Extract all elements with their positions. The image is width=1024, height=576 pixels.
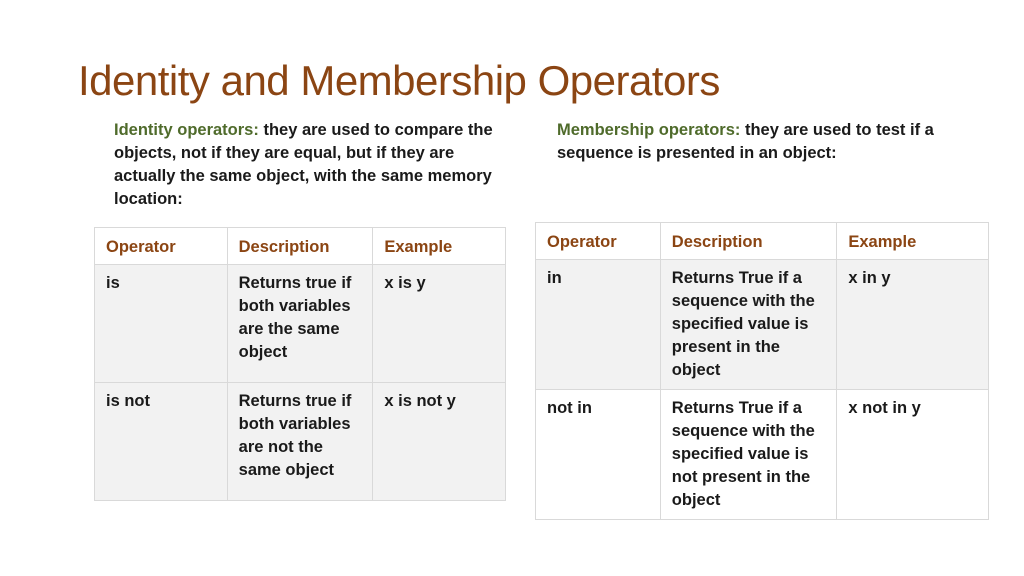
table-row — [95, 265, 506, 383]
header-description: Description — [227, 228, 373, 265]
header-operator: Operator — [95, 228, 228, 265]
table-row — [536, 390, 989, 520]
identity-intro-text: they are used to compare the objects, not if they are equal, but if they are actually the same object, with the same memory location: — [114, 121, 493, 208]
membership-term: Membership operators: — [557, 121, 741, 139]
header-example: Example — [837, 223, 989, 260]
membership-intro-text: they are used to test if a sequence is presented in an object: — [557, 121, 934, 162]
identity-operators-table — [94, 227, 506, 501]
cell-description: Returns true if both variables are the same object — [227, 265, 373, 383]
slide-title: Identity and Membership Operators — [78, 57, 720, 104]
table-header-row — [536, 223, 989, 260]
cell-example: x is not y — [373, 383, 506, 501]
header-operator: Operator — [536, 223, 661, 260]
membership-operators-table — [535, 222, 989, 520]
header-description: Description — [660, 223, 837, 260]
cell-description: Returns True if a sequence with the specified value is not present in the object — [660, 390, 837, 520]
identity-intro — [114, 119, 514, 211]
header-example: Example — [373, 228, 506, 265]
cell-operator: in — [536, 260, 661, 390]
cell-example: x not in y — [837, 390, 989, 520]
cell-operator: is not — [95, 383, 228, 501]
identity-term: Identity operators: — [114, 121, 259, 139]
cell-example: x is y — [373, 265, 506, 383]
cell-example: x in y — [837, 260, 989, 390]
table-header-row — [95, 228, 506, 265]
cell-operator: not in — [536, 390, 661, 520]
table-row — [95, 383, 506, 501]
membership-intro — [557, 119, 947, 165]
table-row — [536, 260, 989, 390]
cell-description: Returns true if both variables are not the same object — [227, 383, 373, 501]
cell-description: Returns True if a sequence with the specified value is present in the object — [660, 260, 837, 390]
cell-operator: is — [95, 265, 228, 383]
